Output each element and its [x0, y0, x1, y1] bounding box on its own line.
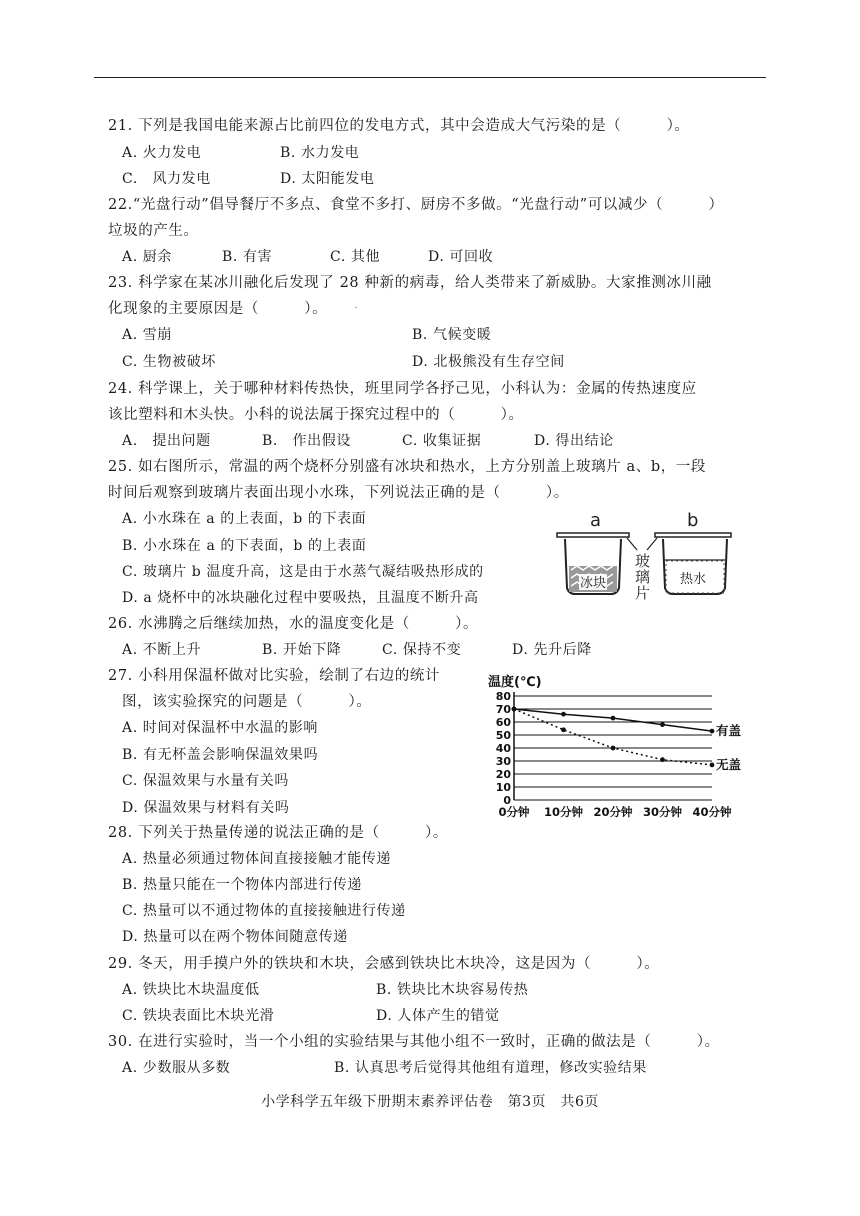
q22-option-a: A. 厨余 — [122, 249, 173, 265]
q29-option-b: B. 铁块比木块容易传热 — [376, 982, 529, 998]
y-tick-label: 80 — [495, 690, 511, 703]
q29-option-a: A. 铁块比木块温度低 — [122, 982, 260, 998]
q23-option-b: B. 气候变暖 — [412, 327, 492, 343]
q24-option-b: B. 作出假设 — [262, 433, 351, 449]
q22-option-c: C. 其他 — [330, 249, 381, 265]
q25-option-b: B. 小水珠在 a 的下表面，b 的上表面 — [122, 538, 367, 554]
q21-option-c: C. 风力发电 — [122, 171, 211, 187]
x-tick-label: 40分钟 — [692, 805, 732, 819]
label-a: a — [590, 510, 602, 531]
q25-option-a: A. 小水珠在 a 的上表面，b 的下表面 — [122, 511, 367, 527]
q26-option-a: A. 不断上升 — [122, 642, 202, 658]
data-point — [561, 712, 566, 717]
q26-option-d: D. 先升后降 — [512, 642, 592, 658]
q22-option-b: B. 有害 — [222, 249, 273, 265]
q25-option-c: C. 玻璃片 b 温度升高，这是由于水蒸气凝结吸热形成的 — [122, 564, 484, 580]
q27-option-c: C. 保温效果与水量有关吗 — [122, 773, 289, 789]
q21-option-b: B. 水力发电 — [280, 145, 360, 161]
question-22-stem-line1: 22.“光盘行动”倡导餐厅不多点、食堂不多打、厨房不多做。“光盘行动”可以减少（ ） — [108, 197, 724, 213]
header-rule — [94, 77, 766, 78]
q21-option-d: D. 太阳能发电 — [280, 171, 375, 187]
label-b: b — [687, 510, 699, 531]
y-tick-label: 10 — [495, 781, 511, 794]
q27-option-a: A. 时间对保温杯中水温的影响 — [122, 720, 319, 736]
page-footer: 小学科学五年级下册期末素养评估卷 第3页 共6页 — [261, 1094, 599, 1110]
svg-text:璃: 璃 — [635, 568, 651, 586]
series-label: 无盖 — [716, 756, 742, 772]
q28-option-d: D. 热量可以在两个物体间随意传递 — [122, 929, 348, 945]
data-point — [710, 763, 715, 768]
q24-option-c: C. 收集证据 — [402, 433, 482, 449]
y-tick-label: 30 — [495, 755, 511, 768]
x-tick-label: 10分钟 — [543, 805, 584, 819]
q21-option-a: A. 火力发电 — [122, 145, 202, 161]
question-29-stem: 29. 冬天，用手摸户外的铁块和木块，会感到铁块比木块冷，这是因为（ ）。 — [108, 956, 660, 972]
q28-option-b: B. 热量只能在一个物体内部进行传递 — [122, 877, 362, 893]
question-25-stem-line2: 时间后观察到玻璃片表面出现小水珠，下列说法正确的是（ ）。 — [108, 485, 569, 501]
q25-option-d: D. a 烧杯中的冰块融化过程中要吸热，且温度不断升高 — [122, 590, 479, 606]
question-24-stem-line2: 该比塑料和木头快。小科的说法属于探究过程中的（ ）。 — [108, 407, 524, 423]
glass-plate-a — [557, 533, 629, 537]
glass-label-hidden: 玻璃片 — [355, 308, 358, 309]
question-25-stem-line1: 25. 如右图所示，常温的两个烧杯分别盛有冰块和热水，上方分别盖上玻璃片 a、b，一段 — [108, 459, 707, 475]
question-27-stem-line1: 27. 小科用保温杯做对比实验，绘制了右边的统计 — [108, 668, 441, 684]
q26-option-c: C. 保持不变 — [382, 642, 462, 658]
q27-option-b: B. 有无杯盖会影响保温效果吗 — [122, 747, 319, 763]
y-tick-label: 50 — [495, 729, 511, 742]
hot-water-label: 热水 — [680, 572, 707, 587]
question-24-stem-line1: 24. 科学课上，关于哪种材料传热快，班里同学各抒己见，小科认为：金属的传热速度应 — [108, 381, 697, 397]
question-28-stem: 28. 下列关于热量传递的说法正确的是（ ）。 — [108, 825, 448, 841]
q28-option-c: C. 热量可以不通过物体的直接接触进行传递 — [122, 903, 406, 919]
glass-plate-b — [655, 533, 731, 537]
data-point — [660, 722, 665, 727]
svg-text:玻: 玻 — [635, 552, 651, 570]
question-22-stem-line2: 垃圾的产生。 — [108, 223, 199, 239]
question-27-stem-line2: 图，该实验探究的问题是（ ）。 — [122, 694, 372, 710]
glass-label — [635, 552, 650, 602]
ice-label: 冰块 — [580, 576, 607, 591]
q26-option-b: B. 开始下降 — [262, 642, 342, 658]
x-tick-label: 20分钟 — [593, 805, 633, 819]
q22-option-d: D. 可回收 — [428, 249, 494, 265]
data-point — [611, 716, 616, 721]
chart-ylabel: 温度(℃) — [488, 675, 542, 690]
series-label: 有盖 — [716, 723, 742, 739]
q24-option-a: A. 提出问题 — [122, 433, 211, 449]
q29-option-d: D. 人体产生的错觉 — [376, 1008, 500, 1024]
q29-option-c: C. 铁块表面比木块光滑 — [122, 1008, 275, 1024]
q23-option-c: C. 生物被破坏 — [122, 354, 216, 370]
x-tick-label: 0分钟 — [498, 805, 530, 819]
question-26-stem: 26. 水沸腾之后继续加热，水的温度变化是（ ）。 — [108, 616, 479, 632]
q23-option-d: D. 北极熊没有生存空间 — [412, 354, 565, 370]
q28-option-a: A. 热量必须通过物体间直接接触才能传递 — [122, 851, 392, 867]
question-21-stem: 21. 下列是我国电能来源占比前四位的发电方式，其中会造成大气污染的是（ ）。 — [108, 118, 690, 134]
question-23-stem-line2: 化现象的主要原因是（ ）。 — [108, 301, 328, 317]
q23-option-a: A. 雪崩 — [122, 327, 173, 343]
q30-option-a: A. 少数服从多数 — [122, 1060, 231, 1076]
q24-option-d: D. 得出结论 — [534, 433, 614, 449]
y-tick-label: 0 — [503, 794, 511, 807]
q30-option-b: B. 认真思考后觉得其他组有道理，修改实验结果 — [334, 1060, 647, 1076]
data-point — [660, 757, 665, 762]
y-tick-label: 70 — [495, 703, 511, 716]
question-30-stem: 30. 在进行实验时，当一个小组的实验结果与其他小组不一致时，正确的做法是（ ）。 — [108, 1034, 720, 1050]
temperature-line-chart — [484, 668, 754, 830]
x-tick-label: 30分钟 — [642, 805, 683, 819]
svg-text:片: 片 — [635, 584, 651, 602]
data-point — [512, 707, 517, 712]
data-point — [561, 727, 566, 732]
y-tick-label: 60 — [495, 716, 511, 729]
y-tick-label: 20 — [495, 768, 511, 781]
data-point — [611, 746, 616, 751]
y-tick-label: 40 — [495, 742, 511, 755]
question-23-stem-line1: 23. 科学家在某冰川融化后发现了 28 种新的病毒，给人类带来了新威胁。大家推测冰川融 — [108, 275, 712, 291]
q27-option-d: D. 保温效果与材料有关吗 — [122, 800, 290, 816]
data-point — [710, 729, 715, 734]
